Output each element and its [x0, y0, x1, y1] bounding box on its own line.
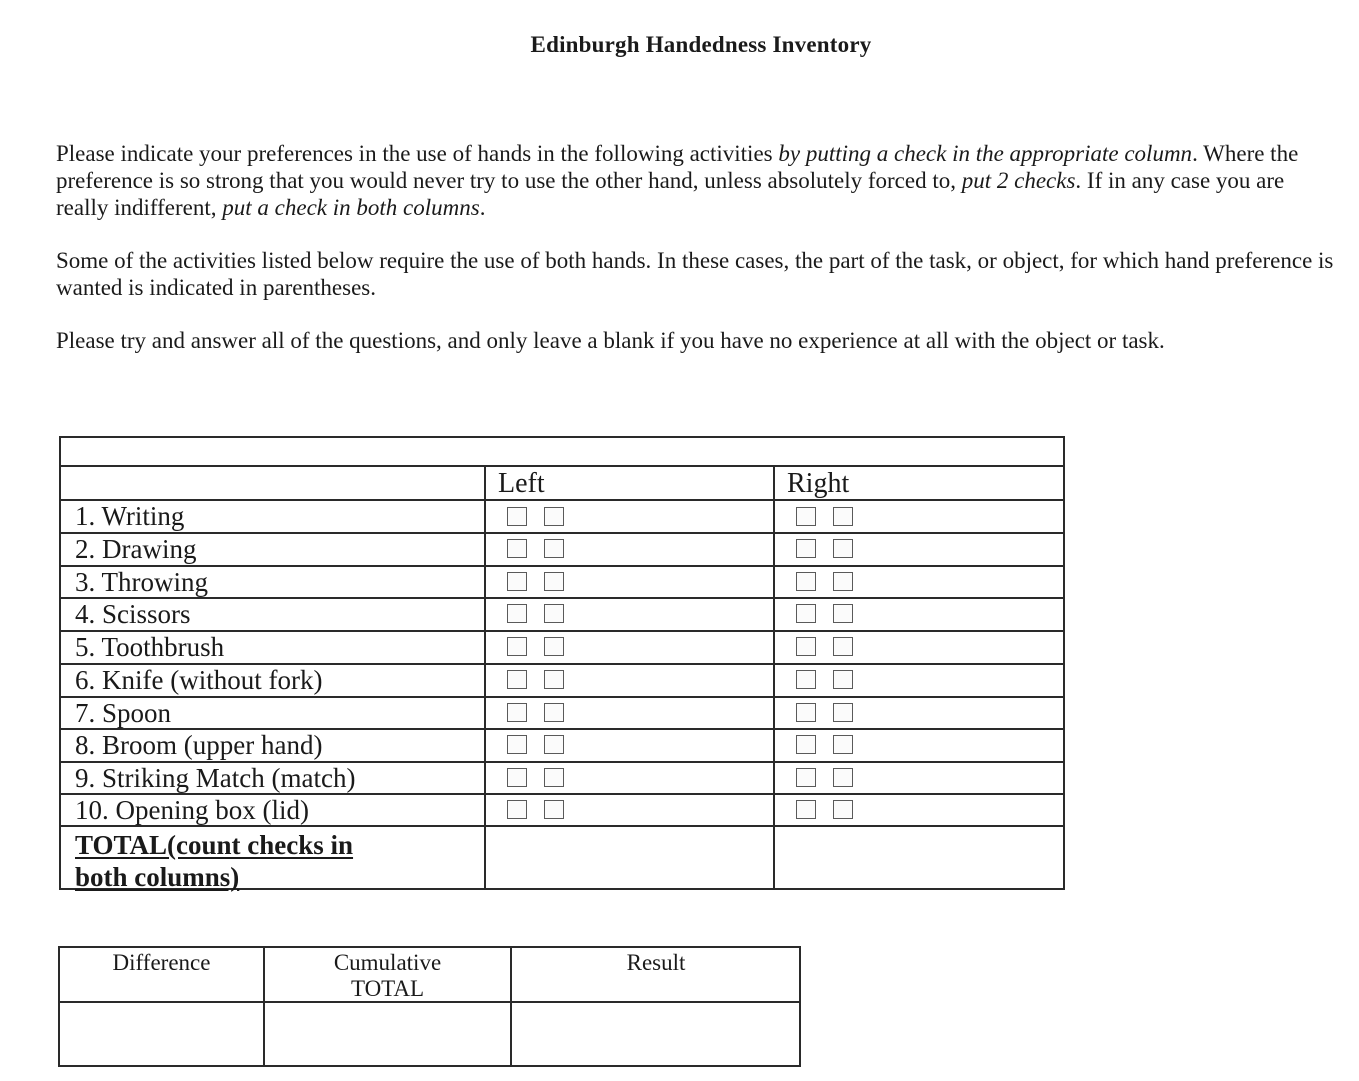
instruction-paragraph-1: Please indicate your preferences in the use of hands in the following activities by putting a check in the appropriate column. Where the preference is so strong that you would never try to use the other hand, unless absolutely forced to, put 2 checks. If in any case you are really indifferent, put a check in both columns.	[56, 141, 1299, 220]
checkbox-right-10-1[interactable]	[796, 800, 816, 819]
checkbox-right-1-2[interactable]	[833, 507, 853, 526]
checkbox-left-8-1[interactable]	[507, 735, 527, 754]
checkbox-right-5-2[interactable]	[833, 637, 853, 656]
activity-label-writing: 1. Writing	[75, 501, 185, 531]
activity-label-throwing: 3. Throwing	[75, 567, 208, 597]
checkbox-left-7-1[interactable]	[507, 703, 527, 722]
result-cell[interactable]	[512, 1003, 800, 1065]
activity-label-broom: 8. Broom (upper hand)	[75, 730, 323, 760]
cumulative-total-header: Cumulative TOTAL	[333, 950, 442, 1001]
instruction-paragraph-3: Please try and answer all of the questions, and only leave a blank if you have no experience at all with the object or task.	[56, 328, 1165, 353]
checkbox-right-6-2[interactable]	[833, 670, 853, 689]
checkbox-left-2-1[interactable]	[507, 539, 527, 558]
checkbox-left-1-1[interactable]	[507, 507, 527, 526]
total-cell-right[interactable]	[775, 827, 1064, 888]
row-divider	[61, 499, 1063, 501]
total-label: TOTAL(count checks in both columns)	[75, 830, 354, 892]
checkbox-left-5-1[interactable]	[507, 637, 527, 656]
activity-label-scissors: 4. Scissors	[75, 599, 191, 629]
handedness-table	[59, 436, 1065, 890]
difference-cell[interactable]	[60, 1003, 263, 1065]
checkbox-left-6-1[interactable]	[507, 670, 527, 689]
activity-label-striking-match: 9. Striking Match (match)	[75, 763, 356, 793]
checkbox-right-3-2[interactable]	[833, 572, 853, 591]
checkbox-right-3-1[interactable]	[796, 572, 816, 591]
checkbox-left-4-1[interactable]	[507, 604, 527, 623]
cumulative-total-cell[interactable]	[265, 1003, 510, 1065]
checkbox-right-2-2[interactable]	[833, 539, 853, 558]
checkbox-left-5-2[interactable]	[544, 637, 564, 656]
checkbox-left-1-2[interactable]	[544, 507, 564, 526]
activity-label-drawing: 2. Drawing	[75, 534, 197, 564]
checkbox-right-7-1[interactable]	[796, 703, 816, 722]
row-divider	[61, 565, 1063, 567]
checkbox-left-6-2[interactable]	[544, 670, 564, 689]
checkbox-left-7-2[interactable]	[544, 703, 564, 722]
total-cell-left[interactable]	[486, 827, 773, 888]
checkbox-right-9-1[interactable]	[796, 768, 816, 787]
checkbox-left-4-2[interactable]	[544, 604, 564, 623]
column-header-left: Left	[498, 468, 545, 499]
table-top-header	[61, 438, 1063, 467]
difference-header: Difference	[112, 950, 211, 975]
row-divider	[61, 532, 1063, 534]
checkbox-right-8-1[interactable]	[796, 735, 816, 754]
checkbox-left-9-1[interactable]	[507, 768, 527, 787]
checkbox-right-4-2[interactable]	[833, 604, 853, 623]
activity-label-knife: 6. Knife (without fork)	[75, 665, 323, 695]
checkbox-right-10-2[interactable]	[833, 800, 853, 819]
score-table	[58, 946, 801, 1067]
activity-label-toothbrush: 5. Toothbrush	[75, 632, 225, 662]
checkbox-left-3-2[interactable]	[544, 572, 564, 591]
checkbox-left-3-1[interactable]	[507, 572, 527, 591]
checkbox-right-8-2[interactable]	[833, 735, 853, 754]
checkbox-left-9-2[interactable]	[544, 768, 564, 787]
checkbox-right-7-2[interactable]	[833, 703, 853, 722]
column-header-right: Right	[787, 468, 850, 499]
row-divider	[61, 597, 1063, 599]
row-divider	[61, 696, 1063, 698]
checkbox-left-10-1[interactable]	[507, 800, 527, 819]
checkbox-left-2-2[interactable]	[544, 539, 564, 558]
instruction-paragraph-2: Some of the activities listed below require the use of both hands. In these cases, the part of the task, or object, for which hand preference is wanted is indicated in parentheses.	[56, 248, 1334, 300]
checkbox-right-4-1[interactable]	[796, 604, 816, 623]
checkbox-right-9-2[interactable]	[833, 768, 853, 787]
activity-label-spoon: 7. Spoon	[75, 698, 172, 728]
checkbox-left-10-2[interactable]	[544, 800, 564, 819]
checkbox-right-6-1[interactable]	[796, 670, 816, 689]
checkbox-left-8-2[interactable]	[544, 735, 564, 754]
checkbox-right-1-1[interactable]	[796, 507, 816, 526]
result-header: Result	[626, 950, 686, 975]
checkbox-right-5-1[interactable]	[796, 637, 816, 656]
page-title: Edinburgh Handedness Inventory	[530, 32, 872, 57]
checkbox-right-2-1[interactable]	[796, 539, 816, 558]
activity-label-opening-box: 10. Opening box (lid)	[75, 795, 309, 825]
